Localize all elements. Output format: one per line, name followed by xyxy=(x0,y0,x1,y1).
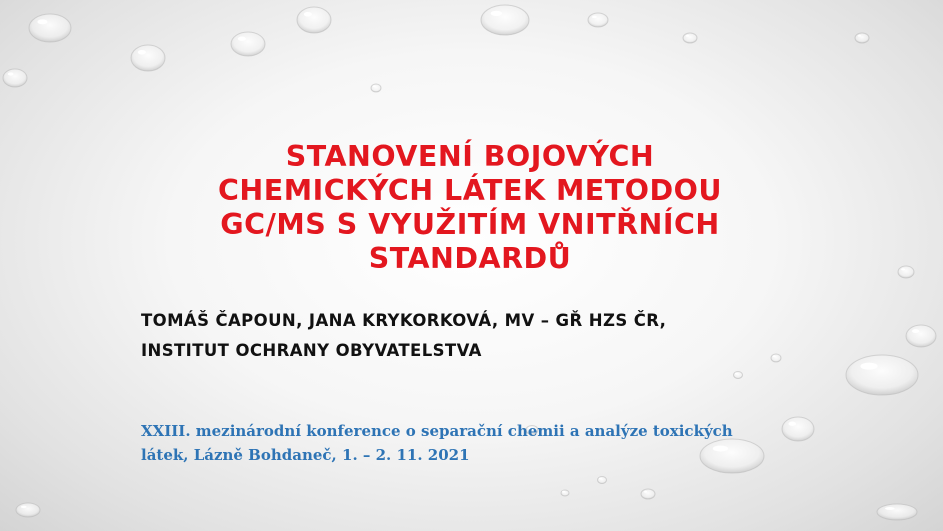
authors-line: INSTITUT OCHRANY OBYVATELSTVA xyxy=(141,341,482,360)
water-drop-highlight xyxy=(735,372,738,374)
slide-title xyxy=(170,140,770,276)
water-drop xyxy=(131,45,165,71)
water-drop-highlight xyxy=(599,477,602,479)
water-drop xyxy=(855,33,869,43)
conference-info xyxy=(141,419,821,467)
water-drop-highlight xyxy=(138,50,146,55)
water-drop-highlight xyxy=(491,11,503,16)
water-drop xyxy=(906,325,936,347)
water-drop-highlight xyxy=(37,19,47,24)
water-drop xyxy=(561,490,569,496)
authors-line: TOMÁŠ ČAPOUN, JANA KRYKORKOVÁ, MV – GŘ HZS ČR, xyxy=(141,311,667,330)
water-drop xyxy=(16,503,40,517)
conference-line: látek, Lázně Bohdaneč, 1. – 2. 11. 2021 xyxy=(141,446,470,464)
water-drop-highlight xyxy=(21,506,27,509)
water-drop-highlight xyxy=(8,72,14,75)
water-drop xyxy=(481,5,529,35)
water-drop-highlight xyxy=(592,16,597,19)
water-drop-highlight xyxy=(238,37,246,41)
water-drop-highlight xyxy=(885,507,895,510)
water-drop xyxy=(297,7,331,33)
title-line: GC/MS S VYUŽITÍM VNITŘNÍCH xyxy=(220,208,720,241)
water-drop xyxy=(371,84,381,92)
water-drop xyxy=(588,13,608,27)
water-drop-highlight xyxy=(912,329,919,333)
authors-block xyxy=(141,306,841,366)
title-line: CHEMICKÝCH LÁTEK METODOU xyxy=(218,174,722,207)
water-drop xyxy=(29,14,71,42)
water-drop xyxy=(598,477,607,484)
water-drop xyxy=(898,266,914,278)
water-drop-highlight xyxy=(562,491,565,493)
water-drop xyxy=(877,504,917,520)
water-drop xyxy=(3,69,27,87)
water-drop-highlight xyxy=(860,363,877,370)
title-line: STANDARDŮ xyxy=(368,242,572,275)
water-drop-highlight xyxy=(858,35,861,37)
conference-line: XXIII. mezinárodní konference o separační chemii a analýze toxických xyxy=(141,422,733,440)
title-line: STANOVENÍ BOJOVÝCH xyxy=(285,140,655,173)
water-drop-highlight xyxy=(304,12,312,17)
water-drop-highlight xyxy=(373,85,376,87)
water-drop-highlight xyxy=(686,35,689,37)
water-drop xyxy=(846,355,918,395)
water-drop xyxy=(641,489,655,499)
water-drop-highlight xyxy=(901,268,905,270)
water-drop-highlight xyxy=(644,491,647,493)
water-drop xyxy=(231,32,265,56)
water-drop xyxy=(734,372,743,379)
water-drop xyxy=(683,33,697,43)
